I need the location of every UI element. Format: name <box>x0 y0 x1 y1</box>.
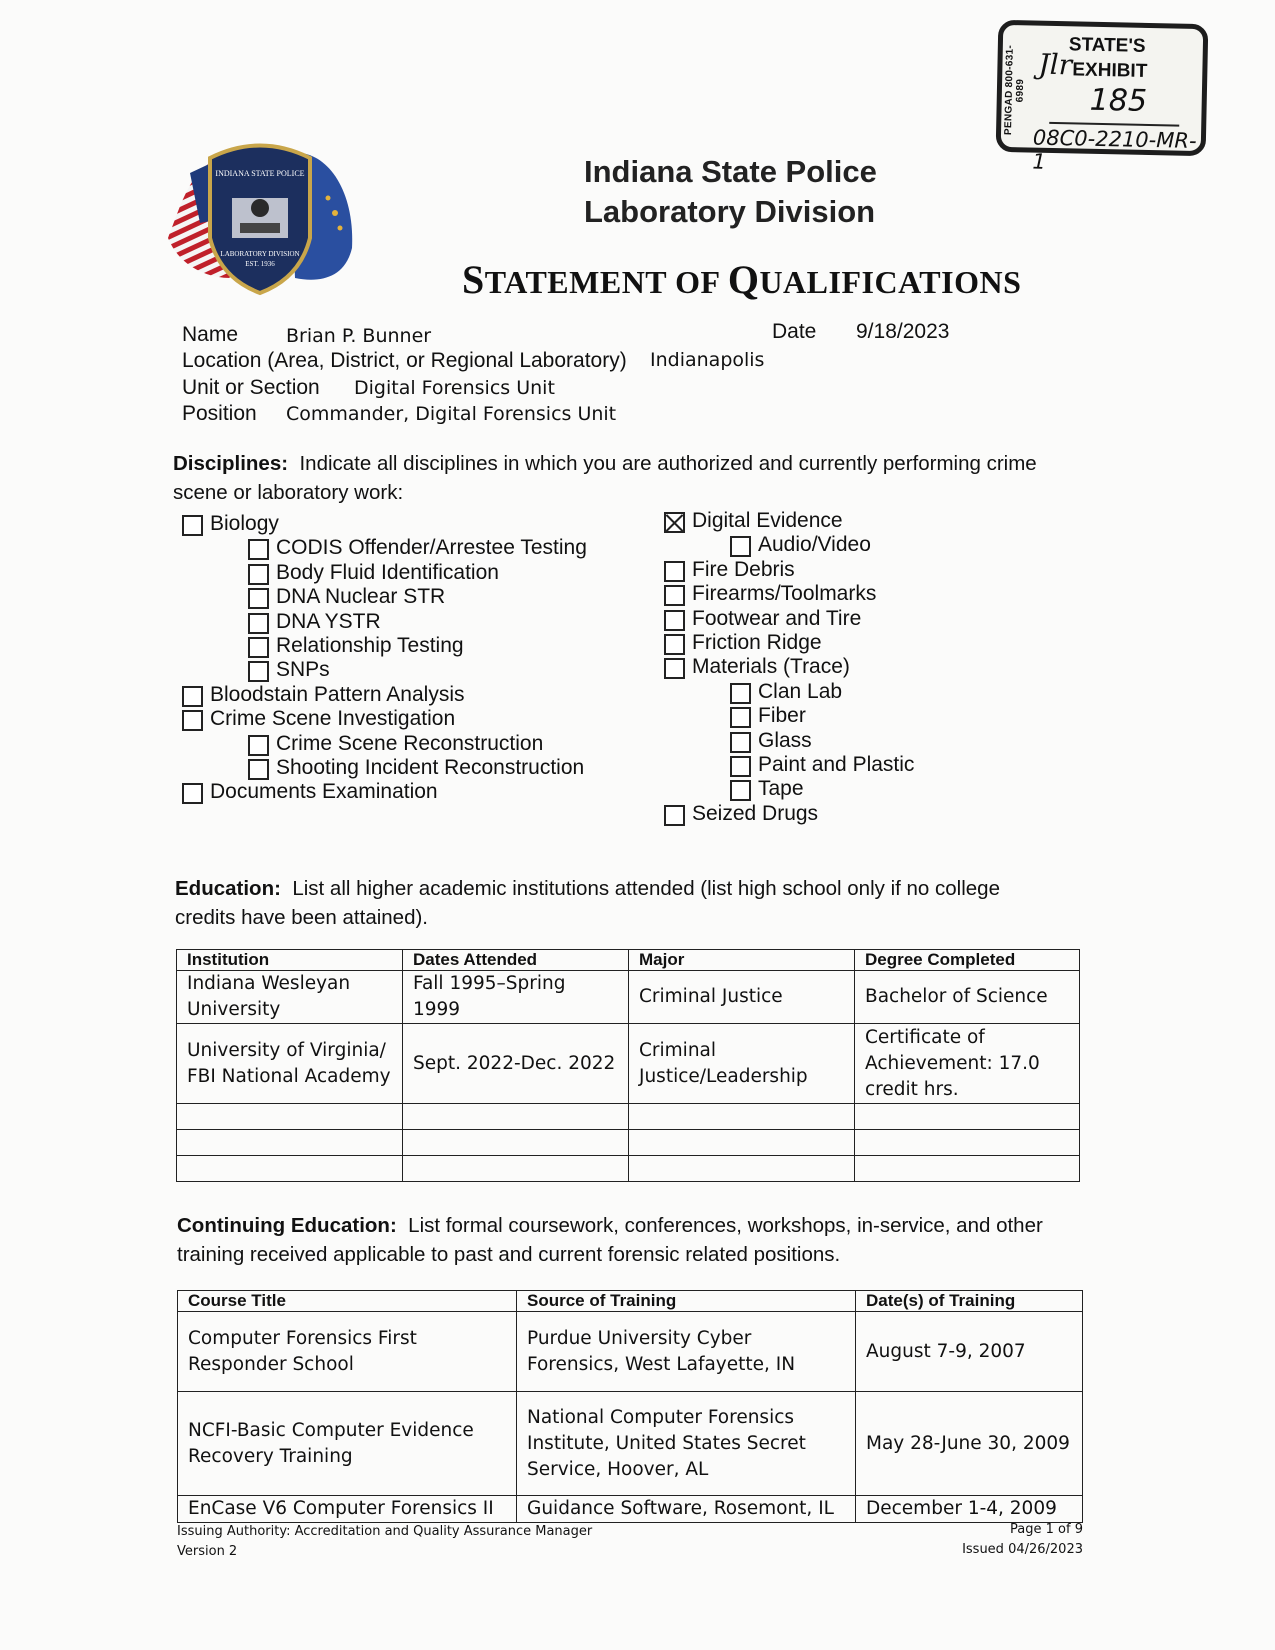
table-cell: EnCase V6 Computer Forensics II <box>178 1496 517 1523</box>
discipline-label: Seized Drugs <box>692 801 819 825</box>
table-cell <box>403 1104 629 1130</box>
table-row <box>178 1392 1083 1496</box>
table-cell: Indiana Wesleyan University <box>177 971 403 1024</box>
col-dates-training: Date(s) of Training <box>856 1291 1083 1312</box>
discipline-label: SNPs <box>276 658 330 682</box>
table-cell: Certificate of Achievement: 17.0 credit hrs. <box>855 1024 1080 1104</box>
discipline-checkbox[interactable] <box>730 756 751 777</box>
discipline-label: Audio/Video <box>758 533 871 557</box>
discipline-checkbox[interactable] <box>664 585 685 606</box>
table-cell: Computer Forensics First Responder School <box>178 1312 517 1392</box>
discipline-label: CODIS Offender/Arrestee Testing <box>276 536 587 560</box>
table-cell <box>629 1130 855 1156</box>
discipline-checkbox[interactable] <box>182 710 203 731</box>
table-cell: National Computer Forensics Institute, United States Secret Service, Hoover, AL <box>517 1392 856 1496</box>
table-cell <box>403 1130 629 1156</box>
discipline-checkbox[interactable] <box>730 780 751 801</box>
table-cell <box>629 1156 855 1182</box>
discipline-checkbox[interactable] <box>664 634 685 655</box>
issuing-authority: Issuing Authority: Accreditation and Quality Assurance Manager <box>177 1524 593 1539</box>
stamp-pengad: PENGAD 800-631-6989 <box>1002 44 1027 136</box>
col-source: Source of Training <box>517 1291 856 1312</box>
discipline-checkbox[interactable] <box>664 610 685 631</box>
position-value: Commander, Digital Forensics Unit <box>286 403 617 425</box>
discipline-label: Documents Examination <box>210 780 438 804</box>
org-title-line2: Laboratory Division <box>584 194 876 229</box>
discipline-checkbox[interactable] <box>664 561 685 582</box>
discipline-checkbox[interactable] <box>248 759 269 780</box>
table-cell: Purdue University Cyber Forensics, West Lafayette, IN <box>517 1312 856 1392</box>
discipline-checkbox[interactable] <box>248 539 269 560</box>
discipline-checkbox[interactable] <box>182 783 203 804</box>
discipline-label: Fiber <box>758 704 806 728</box>
discipline-checkbox[interactable] <box>248 661 269 682</box>
table-cell <box>855 1104 1080 1130</box>
location-value: Indianapolis <box>650 349 765 371</box>
table-cell: December 1-4, 2009 <box>856 1496 1083 1523</box>
discipline-label: Body Fluid Identification <box>276 560 499 584</box>
table-cell: Guidance Software, Rosemont, IL <box>517 1496 856 1523</box>
table-cell <box>403 1156 629 1182</box>
page-number: Page 1 of 9 <box>1010 1522 1083 1537</box>
org-title-line1: Indiana State Police <box>584 154 877 189</box>
discipline-label: Crime Scene Reconstruction <box>276 731 544 755</box>
table-cell: May 28-June 30, 2009 <box>856 1392 1083 1496</box>
table-cell <box>629 1104 855 1130</box>
col-major: Major <box>629 950 855 971</box>
table-cell <box>177 1130 403 1156</box>
education-table <box>176 949 1080 1182</box>
table-cell: Fall 1995–Spring 1999 <box>403 971 629 1024</box>
discipline-checkbox[interactable] <box>248 637 269 658</box>
footer-right <box>940 1520 1083 1560</box>
unit-label: Unit or Section <box>182 376 320 399</box>
discipline-checkbox[interactable] <box>730 536 751 557</box>
table-row <box>178 1312 1083 1392</box>
discipline-label: Paint and Plastic <box>758 753 915 776</box>
table-row <box>177 1156 1080 1182</box>
discipline-label: Footwear and Tire <box>692 606 862 630</box>
table-row <box>178 1496 1083 1523</box>
table-cell <box>855 1156 1080 1182</box>
table-row <box>177 1104 1080 1130</box>
discipline-label: DNA Nuclear STR <box>276 585 446 609</box>
table-row <box>177 1130 1080 1156</box>
issued-date: Issued 04/26/2023 <box>962 1542 1083 1557</box>
continuing-header-row <box>178 1291 1083 1312</box>
discipline-label: Bloodstain Pattern Analysis <box>210 682 465 706</box>
discipline-label: Crime Scene Investigation <box>210 707 456 731</box>
discipline-label: DNA YSTR <box>276 609 381 633</box>
position-label: Position <box>182 402 257 425</box>
date-label: Date <box>772 320 817 343</box>
isp-lab-logo <box>160 128 360 298</box>
discipline-label: Biology <box>210 512 279 535</box>
discipline-checkbox[interactable] <box>664 658 685 679</box>
table-cell: August 7-9, 2007 <box>856 1312 1083 1392</box>
stamp-exhibit: EXHIBIT <box>1072 59 1148 82</box>
discipline-label: Relationship Testing <box>276 634 464 657</box>
continuing-education-instruction: Continuing Education: List formal coursework, conferences, workshops, in-service, and other training received applicable to past and current forensic related positions. <box>177 1214 1043 1266</box>
discipline-label: Firearms/Toolmarks <box>692 582 877 606</box>
table-cell: Criminal Justice/Leadership <box>629 1024 855 1104</box>
unit-value: Digital Forensics Unit <box>354 377 555 399</box>
table-cell: University of Virginia/ FBI National Academy <box>177 1024 403 1104</box>
table-cell <box>855 1130 1080 1156</box>
col-institution: Institution <box>177 950 403 971</box>
discipline-checkbox[interactable] <box>730 707 751 728</box>
name-label: Name <box>182 323 239 346</box>
table-cell <box>177 1104 403 1130</box>
exhibit-stamp <box>996 20 1209 174</box>
discipline-checkbox[interactable] <box>182 515 203 536</box>
table-cell: Sept. 2022-Dec. 2022 <box>403 1024 629 1104</box>
discipline-label: Clan Lab <box>758 679 843 703</box>
discipline-checkbox[interactable] <box>248 613 269 634</box>
logo-top-text: INDIANA STATE POLICE <box>215 169 305 178</box>
table-cell: NCFI-Basic Computer Evidence Recovery Training <box>178 1392 517 1496</box>
discipline-checkbox[interactable] <box>730 683 751 704</box>
stamp-case-number: 08C0-2210-MR-1 <box>1032 125 1197 174</box>
name-value: Brian P. Bunner <box>286 325 432 347</box>
discipline-label: Shooting Incident Reconstruction <box>276 756 585 779</box>
discipline-checkbox[interactable] <box>248 735 269 756</box>
discipline-label: Friction Ridge <box>692 631 822 654</box>
table-cell: Criminal Justice <box>629 971 855 1024</box>
discipline-checkbox[interactable] <box>730 732 751 753</box>
disciplines-instruction: Disciplines: Indicate all disciplines in which you are authorized and currently performing crime scene or laboratory work: <box>173 452 1037 504</box>
stamp-initials: Jlr <box>1038 47 1073 82</box>
discipline-checkbox[interactable] <box>664 512 685 533</box>
table-row <box>177 971 1080 1024</box>
footer-left <box>177 1522 592 1562</box>
discipline-label: Digital Evidence <box>692 509 843 532</box>
education-header-row <box>177 950 1080 971</box>
col-dates-attended: Dates Attended <box>403 950 629 971</box>
discipline-label: Glass <box>758 728 812 752</box>
discipline-checkbox[interactable] <box>664 805 685 826</box>
table-cell: Bachelor of Science <box>855 971 1080 1024</box>
stamp-number: 185 <box>1089 82 1148 119</box>
education-instruction: Education: List all higher academic institutions attended (list high school only if no college credits have been attained). <box>175 877 1000 929</box>
document-title: STATEMENT OF QUALIFICATIONS <box>462 257 1022 302</box>
version: Version 2 <box>177 1544 238 1559</box>
discipline-checkbox[interactable] <box>248 588 269 609</box>
table-row <box>177 1024 1080 1104</box>
location-label: Location (Area, District, or Regional Laboratory) <box>182 349 627 372</box>
discipline-label: Fire Debris <box>692 557 795 581</box>
continuing-education-table <box>177 1290 1083 1523</box>
logo-bottom-text: LABORATORY DIVISION <box>220 250 300 258</box>
date-value: 9/18/2023 <box>856 320 950 343</box>
table-cell <box>177 1156 403 1182</box>
stamp-states: STATE'S <box>1068 34 1146 57</box>
col-degree: Degree Completed <box>855 950 1080 971</box>
discipline-label: Tape <box>758 777 804 801</box>
discipline-checkbox[interactable] <box>182 686 203 707</box>
col-course-title: Course Title <box>178 1291 517 1312</box>
discipline-label: Materials (Trace) <box>692 655 850 679</box>
discipline-checkbox[interactable] <box>248 564 269 585</box>
logo-est-text: EST. 1936 <box>245 260 275 268</box>
